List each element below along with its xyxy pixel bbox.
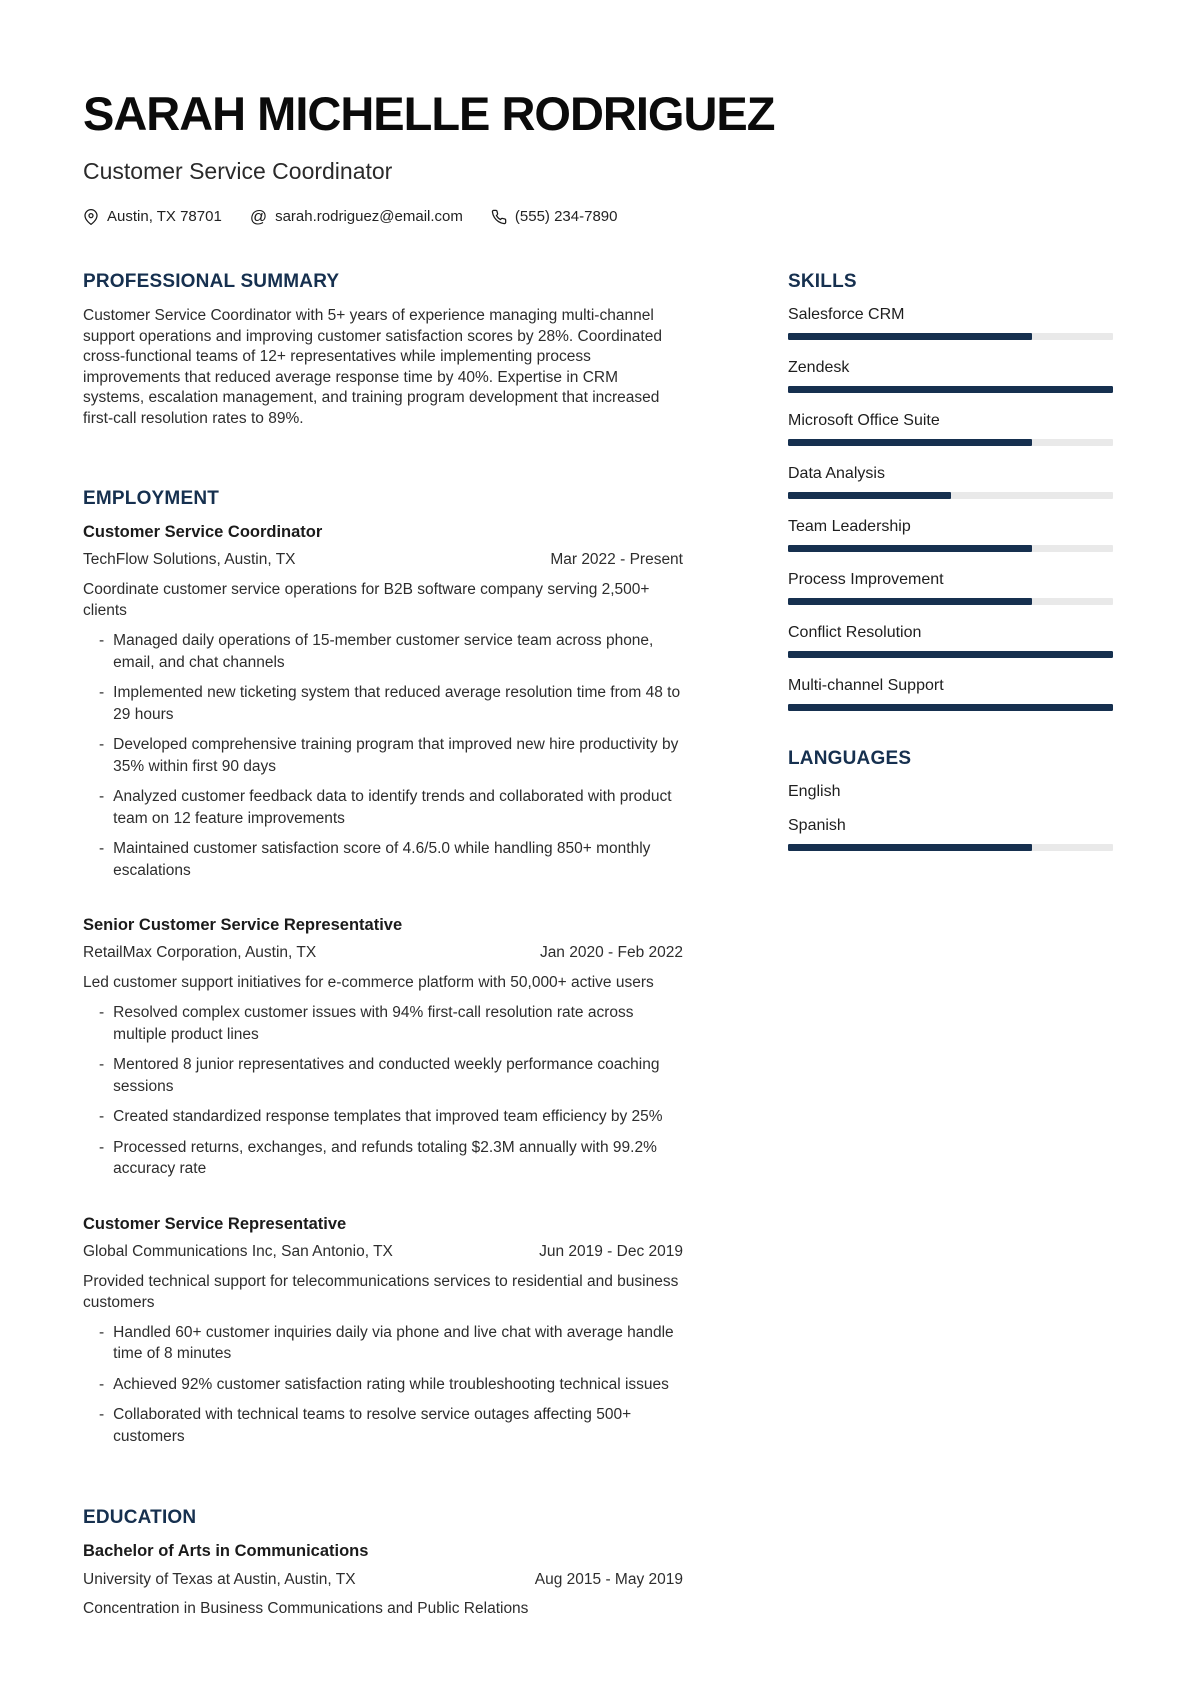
bullet-dash-marker: - [99, 1375, 105, 1393]
skill-level-fill [788, 598, 1032, 605]
skill-name: Zendesk [788, 359, 850, 376]
bullet-text: Developed comprehensive training program that improved new hire productivity by 35% within first 90 days [113, 736, 679, 775]
skill-name: Multi-channel Support [788, 677, 944, 694]
skill-item [788, 306, 1113, 340]
bullet-text: Achieved 92% customer satisfaction rating while troubleshooting technical issues [113, 1375, 669, 1393]
contact-phone [491, 208, 618, 225]
skill-level-bar [788, 386, 1113, 393]
contact-row [83, 208, 1113, 225]
languages-list [788, 783, 1113, 851]
bullet-dash-marker: - [99, 840, 105, 857]
education-details: Concentration in Business Communications and Public Relations [83, 1600, 529, 1617]
skill-item [788, 571, 1113, 605]
job-entry [83, 916, 683, 1180]
job-entry-title: Customer Service Coordinator [83, 523, 323, 541]
job-entry [83, 1215, 683, 1448]
job-dates: Jun 2019 - Dec 2019 [539, 1242, 683, 1260]
job-bullet [83, 786, 683, 829]
job-bullet [83, 1002, 683, 1045]
skill-level-bar [788, 598, 1113, 605]
bullet-text: Processed returns, exchanges, and refunds totaling $2.3M annually with 99.2% accuracy rate [113, 1138, 657, 1177]
contact-location [83, 208, 222, 225]
education-degree: Bachelor of Arts in Communications [83, 1542, 369, 1560]
skill-level-bar [788, 545, 1113, 552]
bullet-text: Maintained customer satisfaction score of 4.6/5.0 while handling 850+ monthly escalations [113, 840, 651, 879]
job-bullets [83, 1002, 683, 1180]
skill-level-fill [788, 439, 1032, 446]
job-description: Coordinate customer service operations for B2B software company serving 2,500+ clients [83, 581, 650, 619]
skill-item [788, 624, 1113, 658]
side-column [788, 271, 1113, 1620]
skill-name: Microsoft Office Suite [788, 412, 940, 429]
person-job-title: Customer Service Coordinator [83, 158, 393, 184]
contact-email [250, 208, 463, 225]
job-bullet [83, 1404, 683, 1447]
skill-name: Team Leadership [788, 518, 911, 535]
skill-name: Salesforce CRM [788, 306, 905, 323]
language-level-bar [788, 844, 1113, 851]
section-professional-summary [83, 271, 683, 429]
job-bullet [83, 734, 683, 777]
skill-item [788, 677, 1113, 711]
contact-email-text: sarah.rodriguez@email.com [275, 208, 463, 225]
phone-icon [491, 209, 507, 225]
bullet-dash-marker: - [99, 736, 105, 753]
skill-name: Data Analysis [788, 465, 885, 482]
section-employment [83, 488, 683, 1447]
bullet-text: Created standardized response templates that improved team efficiency by 25% [113, 1108, 663, 1125]
contact-location-text: Austin, TX 78701 [107, 208, 222, 225]
bullet-dash-marker: - [99, 1108, 105, 1125]
job-description: Led customer support initiatives for e-commerce platform with 50,000+ active users [83, 974, 654, 991]
bullet-dash-marker: - [99, 1004, 105, 1021]
languages-heading: LANGUAGES [788, 748, 912, 769]
job-bullet [83, 630, 683, 673]
job-company: TechFlow Solutions, Austin, TX [83, 551, 296, 568]
skill-level-fill [788, 704, 1113, 711]
summary-heading: PROFESSIONAL SUMMARY [83, 271, 340, 292]
skill-level-bar [788, 704, 1113, 711]
skill-level-fill [788, 651, 1113, 658]
bullet-text: Resolved complex customer issues with 94% first-call resolution rate across multiple product lines [113, 1004, 634, 1043]
language-name: Spanish [788, 817, 846, 834]
job-entry-title: Customer Service Representative [83, 1214, 347, 1233]
section-education [83, 1507, 683, 1620]
job-meta-row [83, 944, 683, 962]
job-meta-row [83, 1243, 683, 1261]
education-dates: Aug 2015 - May 2019 [534, 1571, 683, 1588]
employment-heading: EMPLOYMENT [83, 488, 220, 509]
job-dates: Mar 2022 - Present [550, 551, 683, 568]
bullet-text: Analyzed customer feedback data to identify trends and collaborated with product team on 12 feature improvements [113, 788, 672, 827]
skill-level-bar [788, 439, 1113, 446]
skill-level-bar [788, 651, 1113, 658]
location-pin-icon [83, 209, 99, 225]
job-bullet [83, 1374, 683, 1396]
language-item [788, 817, 1113, 851]
bullet-text: Mentored 8 junior representatives and conducted weekly performance coaching sessions [113, 1056, 660, 1095]
language-name: English [788, 783, 841, 800]
section-skills [788, 271, 1113, 711]
job-company: RetailMax Corporation, Austin, TX [83, 944, 317, 961]
skill-name: Process Improvement [788, 571, 944, 588]
skill-item [788, 359, 1113, 393]
content-columns [83, 271, 1113, 1620]
education-heading: EDUCATION [83, 1507, 197, 1528]
person-name: SARAH MICHELLE RODRIGUEZ [83, 87, 775, 140]
resume-header [83, 87, 1113, 226]
main-column [83, 271, 683, 1620]
job-meta-row [83, 551, 683, 569]
bullet-text: Collaborated with technical teams to resolve service outages affecting 500+ customers [113, 1406, 632, 1445]
language-level-fill [788, 844, 1032, 851]
job-entry-title: Senior Customer Service Representative [83, 916, 403, 934]
skill-item [788, 465, 1113, 499]
job-bullet [83, 838, 683, 881]
skill-item [788, 412, 1113, 446]
job-bullet [83, 1322, 683, 1365]
job-bullet [83, 1054, 683, 1097]
bullet-dash-marker: - [99, 1138, 105, 1156]
skill-level-fill [788, 492, 951, 499]
bullet-dash-marker: - [99, 684, 105, 701]
bullet-dash-marker: - [99, 788, 105, 805]
job-bullet [83, 682, 683, 725]
skills-list [788, 306, 1113, 711]
job-entry [83, 523, 683, 881]
bullet-text: Handled 60+ customer inquiries daily via phone and live chat with average handle time of 8 minutes [113, 1323, 674, 1362]
section-languages [788, 748, 1113, 851]
skill-level-bar [788, 333, 1113, 340]
language-item [788, 783, 1113, 801]
skill-name: Conflict Resolution [788, 624, 922, 641]
jobs-list [83, 523, 683, 1447]
job-company: Global Communications Inc, San Antonio, TX [83, 1242, 393, 1260]
job-description: Provided technical support for telecommunications services to residential and business customers [83, 1272, 679, 1311]
education-meta-row [83, 1571, 683, 1589]
skills-heading: SKILLS [788, 271, 857, 292]
contact-phone-text: (555) 234-7890 [514, 208, 618, 225]
summary-text: Customer Service Coordinator with 5+ years of experience managing multi-channel support operations and improving customer satisfaction scores by 28%. Coordinated cross-functional teams of 12+ representatives while implementing process improvements that reduced average response time by 40%. Expertise in CRM systems, escalation management, and training program development that increased first-call resolution rates to 89%. [83, 307, 662, 427]
job-bullets [83, 1322, 683, 1448]
skill-level-fill [788, 333, 1032, 340]
job-bullets [83, 630, 683, 881]
skill-level-fill [788, 545, 1032, 552]
job-bullet [83, 1137, 683, 1180]
education-school: University of Texas at Austin, Austin, TX [83, 1571, 356, 1588]
bullet-dash-marker: - [99, 1323, 105, 1341]
bullet-text: Implemented new ticketing system that reduced average resolution time from 48 to 29 hours [113, 684, 681, 723]
bullet-text: Managed daily operations of 15-member customer service team across phone, email, and chat channels [113, 632, 654, 671]
email-at-icon: @ [249, 207, 268, 226]
bullet-dash-marker: - [99, 1406, 105, 1423]
skill-level-bar [788, 492, 1113, 499]
job-bullet [83, 1106, 683, 1128]
job-dates: Jan 2020 - Feb 2022 [539, 944, 683, 961]
bullet-dash-marker: - [99, 632, 105, 649]
skill-level-fill [788, 386, 1113, 393]
skill-item [788, 518, 1113, 552]
bullet-dash-marker: - [99, 1056, 105, 1073]
